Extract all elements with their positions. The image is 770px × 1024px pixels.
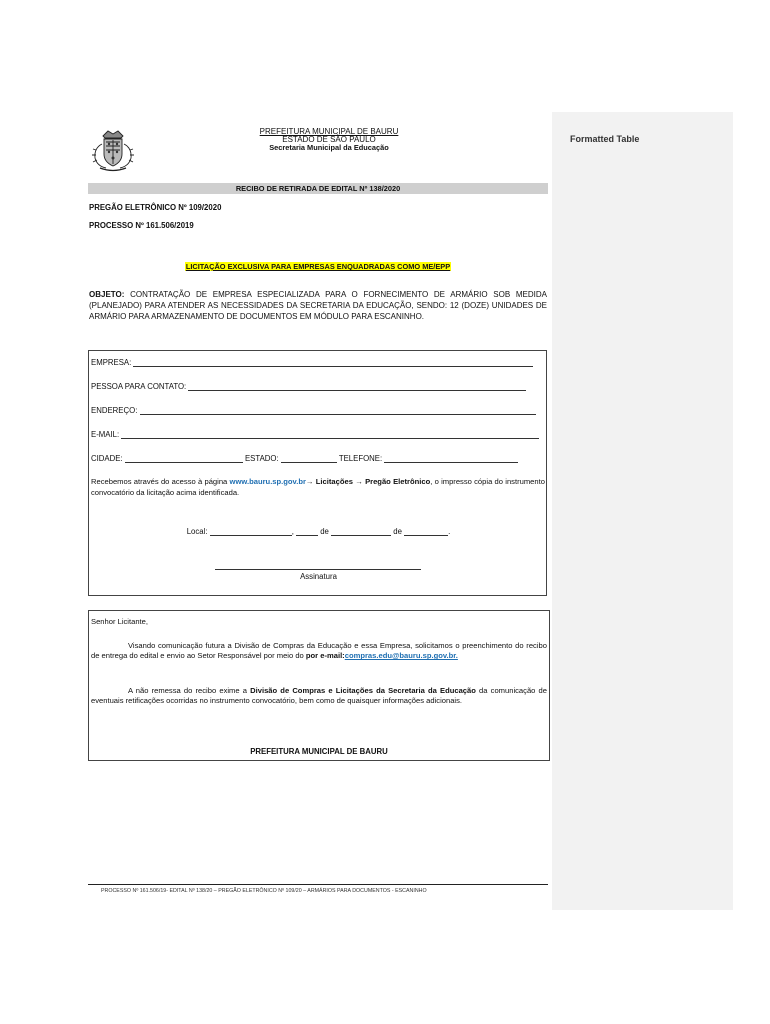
recibo-title: RECIBO DE RETIRADA DE EDITAL Nº 138/2020 (88, 183, 548, 194)
receipt-arrow-1: → (305, 477, 316, 486)
endereco-blank[interactable] (140, 406, 536, 415)
bauru-site-link[interactable]: www.bauru.sp.gov.br (229, 477, 306, 486)
cidade-blank[interactable] (125, 454, 243, 463)
header-prefeitura: PREFEITURA MUNICIPAL DE BAURU (259, 127, 399, 136)
empresa-field[interactable] (91, 358, 546, 367)
letter-paragraph-1 (91, 641, 547, 662)
receipt-arrow-2: → (352, 477, 366, 486)
email-label: E-MAIL: (91, 430, 120, 439)
header-secretaria: Secretaria Municipal da Educação (269, 143, 389, 152)
objeto-paragraph (89, 290, 547, 322)
comments-sidebar (552, 112, 733, 910)
letter-paragraph-2 (91, 686, 547, 707)
licitante-notice (88, 610, 550, 761)
receipt-text-1: Recebemos através do acesso à página (91, 477, 230, 486)
signature-line[interactable] (215, 569, 421, 570)
format-comment-label: Formatted Table (570, 134, 640, 144)
cidade-label: CIDADE: (91, 454, 123, 463)
footer-reference: PROCESSO Nº 161.506/19- EDITAL Nº 138/20 – PREGÃO ELETRÔNICO Nº 109/20 – ARMÁRIOS PARA DOCUMENTOS - ESCANINHO (101, 888, 427, 894)
signature-label: Assinatura (300, 572, 337, 581)
document-header (200, 128, 458, 152)
exclusive-notice: LICITAÇÃO EXCLUSIVA PARA EMPRESAS ENQUADRADAS COMO ME/EPP (185, 262, 451, 271)
contato-field[interactable] (91, 382, 546, 391)
endereco-field[interactable] (91, 406, 546, 415)
telefone-label: TELEFONE: (338, 454, 383, 463)
day-blank[interactable] (296, 527, 318, 536)
processo-number: PROCESSO Nº 161.506/2019 (89, 221, 194, 230)
de-label-1: de (320, 527, 329, 536)
telefone-blank[interactable] (384, 454, 518, 463)
letter-p1-bold: por e-mail: (305, 651, 345, 661)
cidade-estado-telefone-field[interactable] (91, 454, 546, 463)
empresa-label: EMPRESA: (91, 358, 132, 367)
email-field[interactable] (91, 430, 546, 439)
letter-p1-text: Visando comunicação futura a Divisão de Compras da Educação e essa Empresa, solicitamos o preenchimento do recibo de entrega do edital e envio ao Setor Responsável por meio do (91, 641, 547, 661)
estado-blank[interactable] (281, 454, 337, 463)
month-blank[interactable] (331, 527, 391, 536)
contato-blank[interactable] (188, 382, 526, 391)
pregao-number: PREGÃO ELETRÔNICO Nº 109/2020 (89, 203, 222, 212)
footer-divider (88, 884, 548, 885)
endereco-label: ENDEREÇO: (91, 406, 138, 415)
contato-label: PESSOA PARA CONTATO: (91, 382, 187, 391)
header-estado: ESTADO DE SÃO PAULO (282, 135, 376, 144)
exclusive-notice-wrap (88, 256, 548, 274)
email-blank[interactable] (121, 430, 539, 439)
letter-p2-text-a: A não remessa do recibo exime a (128, 686, 251, 695)
estado-label: ESTADO: (244, 454, 279, 463)
local-date-line[interactable]: Local: , de de . (186, 527, 451, 536)
de-label-2: de (393, 527, 402, 536)
local-label: Local: (186, 527, 208, 536)
compras-email-link[interactable]: compras.edu@bauru.sp.gov.br. (344, 651, 458, 661)
receipt-paragraph (91, 477, 545, 498)
objeto-text: CONTRATAÇÃO DE EMPRESA ESPECIALIZADA PARA O FORNECIMENTO DE ARMÁRIO SOB MEDIDA (PLANEJADO) PARA ATENDER AS NECESSIDADES DA SECRETARIA DA EDUCAÇÃO, SENDO: 12 (DOZE) UNIDADES DE ARMÁRIO PARA ARMAZENAMENTO DE DOCUMENTOS EM MÓDULO PARA ESCANINHO. (89, 290, 547, 321)
year-blank[interactable] (404, 527, 448, 536)
local-blank[interactable] (210, 527, 292, 536)
municipal-crest-icon (88, 128, 138, 174)
empresa-blank[interactable] (133, 358, 533, 367)
objeto-label: OBJETO: (89, 290, 125, 299)
letter-p2-text-c: da comunicação de eventuais retificações ocorridas no instrumento convocatório, bem como de quaisquer informações adicionais. (91, 686, 547, 706)
receipt-pregao: Pregão Eletrônico (365, 477, 431, 486)
receipt-text-2: , o impresso cópia do instrumento convocatório da licitação acima identificada. (91, 477, 545, 497)
letter-p2-bold: Divisão de Compras e Licitações da Secretaria da Educação (250, 686, 476, 695)
receipt-licitacoes: Licitações (315, 477, 353, 486)
receipt-form (88, 350, 547, 596)
letter-sign-off: PREFEITURA MUNICIPAL DE BAURU (250, 747, 388, 756)
letter-greeting: Senhor Licitante, (91, 617, 148, 626)
